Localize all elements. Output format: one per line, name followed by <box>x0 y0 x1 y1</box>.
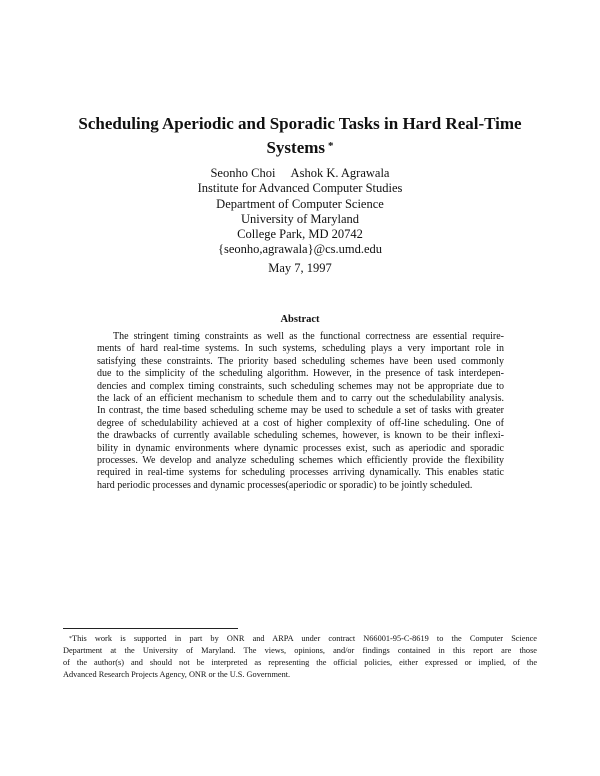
footnote <box>63 633 537 681</box>
title-line-1: Scheduling Aperiodic and Sporadic Tasks in Hard Real-Time <box>78 114 522 133</box>
title-line-2-text: Systems <box>266 138 326 157</box>
abstract-line: the drawbacks of currently available scheduling schemes, however, is known to be their inflexi- <box>97 430 504 442</box>
abstract-line: hard periodic processes and dynamic processes(aperiodic or sporadic) to be jointly scheduled. <box>97 479 473 491</box>
title-line-2 <box>60 136 540 160</box>
footnote-line: Advanced Research Projects Agency, ONR or the U.S. Government. <box>63 670 291 680</box>
abstract-line: In contrast, the time based scheduling scheme may be used to schedule a set of tasks with greater <box>97 405 504 417</box>
author-block <box>100 166 500 258</box>
affiliation-line: College Park, MD 20742 <box>237 227 363 242</box>
author-name: Ashok K. Agrawala <box>290 166 390 180</box>
author-email: {seonho,agrawala}@cs.umd.edu <box>217 242 383 257</box>
paper-date: May 7, 1997 <box>268 261 332 275</box>
title-footnote-marker: * <box>328 140 334 152</box>
footnote-marker: * <box>69 636 72 642</box>
abstract-line: dencies and complex timing constraints, such scheduling schemes may not be appropriate due to <box>97 380 504 392</box>
abstract-line: the lack of an efficient mechanism to schedule them and to carry out the schedulability analysis. <box>97 393 504 405</box>
affiliation-line: University of Maryland <box>240 211 360 226</box>
abstract-line: required in real-time systems for scheduling processes arriving dynamically. This enables static <box>97 467 504 479</box>
affiliation-line: Institute for Advanced Computer Studies <box>197 181 403 196</box>
footnote-line <box>63 633 537 645</box>
author-name: Seonho Choi <box>210 166 276 180</box>
paper-title <box>60 112 540 160</box>
abstract-body <box>97 331 504 492</box>
abstract-line: ments of hard real-time systems. In such systems, scheduling plays a very important role in <box>97 343 504 355</box>
footnote-line: Department at the University of Maryland. The views, opinions, and/or findings contained in this report are those <box>63 646 537 656</box>
affiliation-line: Department of Computer Science <box>216 196 384 211</box>
abstract-line: degree of schedulability achieved at a cost of higher complexity of off-line scheduling. One of <box>97 417 504 429</box>
abstract-line: The stringent timing constraints as well as the functional correctness are essential require- <box>113 331 504 342</box>
abstract-heading: Abstract <box>280 314 320 325</box>
abstract-line: due to the simplicity of the scheduling algorithm. However, in the presence of task interdepen- <box>97 368 504 380</box>
footnote-divider <box>63 628 238 629</box>
author-names <box>100 166 500 181</box>
abstract-line: processes. We develop and analyze scheduling schemes which efficiently provide the flexibility <box>97 455 504 467</box>
footnote-line: of the author(s) and should not be interpreted as representing the official policies, either expressed or implied, of the <box>63 658 537 668</box>
abstract-line: satisfying these constraints. The priority based scheduling schemes have been used commonly <box>97 355 504 367</box>
abstract-line: bility in dynamic environments where dynamic processes exist, such as aperiodic and sporadic <box>97 442 504 454</box>
footnote-line-text: This work is supported in part by ONR and ARPA under contract N66001-95-C-8619 to the Computer Science <box>72 634 537 643</box>
